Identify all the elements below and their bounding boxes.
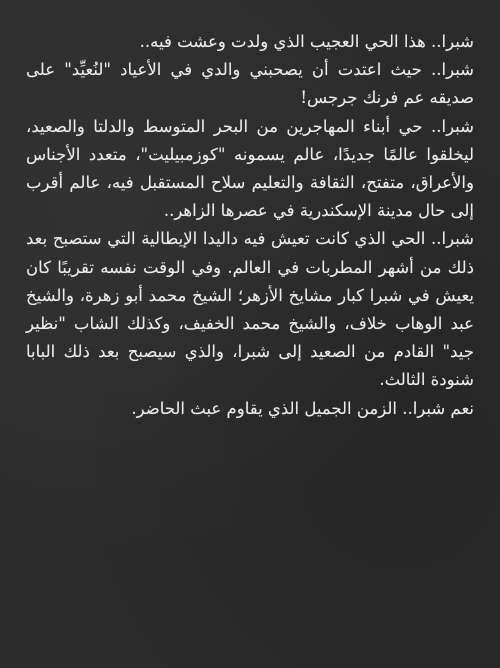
- paragraph-1: شبرا.. هذا الحي العجيب الذي ولدت وعشت فيه..: [139, 32, 474, 51]
- paragraph-3: شبرا.. حي أبناء المهاجرين من البحر المتوسط والدلتا والصعيد، ليخلقوا عالمًا جديدًا، عالم يسمونه "كوزمبيليت"، متعدد الأجناس والأعراق، متفتح، الثقافة والتعليم سلاح المستقبل فيه، عالم أقرب إلى حال مدينة الإسكندرية في عصرها الزاهر..: [26, 116, 474, 221]
- paragraph-5: نعم شبرا.. الزمن الجميل الذي يقاوم عبث الحاضر.: [131, 398, 474, 418]
- paragraph-4: شبرا.. الحي الذي كانت تعيش فيه داليدا الإيطالية التي ستصبح بعد ذلك من أشهر المطربات في العالم. وفي الوقت نفسه تقريبًا كان يعيش في شبرا كبار مشايخ الأزهر؛ الشيخ محمد أبو زهرة، والشيخ عبد الوهاب خلاف، والشيخ محمد الخفيف، وكذلك الشاب "نظير جيد" القادم من الصعيد إلى شبرا، والذي سيصبح بعد ذلك البابا شنودة الثالث.: [26, 229, 474, 390]
- paragraph-2: شبرا.. حيث اعتدت أن يصحبني والدي في الأعياد "لنُعيِّد" على صديقه عم فرنك جرجس!: [26, 60, 474, 108]
